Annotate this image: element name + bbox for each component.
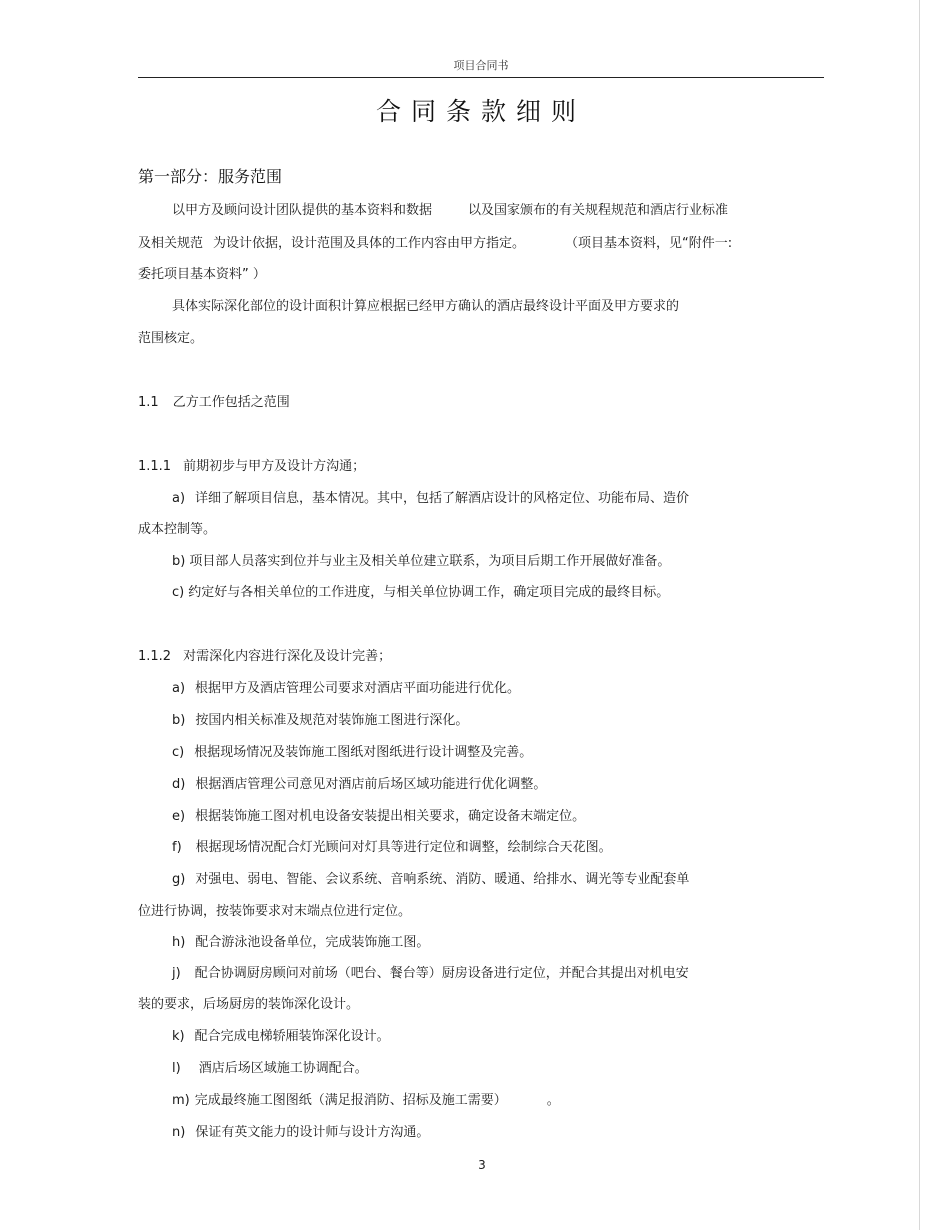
page-edge	[919, 0, 920, 1230]
intro-text: （项目基本资料，见“附件一:	[565, 236, 733, 251]
subsection-1-1-2	[138, 645, 391, 664]
subsection-1-1	[138, 391, 290, 410]
subsection-number: 1.1.1	[138, 459, 172, 474]
list-item	[172, 962, 689, 981]
item-label: a)	[172, 681, 186, 696]
item-text: 按国内相关标准及规范对装饰施工图进行深化。	[195, 713, 469, 728]
header-rule	[138, 77, 824, 78]
list-item	[172, 487, 689, 506]
item-label: h)	[172, 935, 186, 950]
list-item	[172, 868, 689, 887]
item-text: 根据甲方及酒店管理公司要求对酒店平面功能进行优化。	[195, 681, 521, 696]
list-item	[172, 1025, 390, 1044]
list-item	[172, 581, 669, 600]
item-text: 对强电、弱电、智能、会议系统、音响系统、消防、暖通、给排水、调光等专业配套单	[195, 872, 690, 887]
subsection-number: 1.1	[138, 395, 159, 410]
item-text: 项目部人员落实到位并与业主及相关单位建立联系，为项目后期工作开展做好准备。	[189, 554, 671, 569]
subsection-1-1-1	[138, 455, 365, 474]
page-number: 3	[478, 1158, 486, 1172]
list-item	[172, 1089, 560, 1108]
item-text: 酒店后场区域施工协调配合。	[198, 1061, 368, 1076]
item-text: 根据装饰施工图对机电设备安装提出相关要求，确定设备末端定位。	[195, 809, 586, 824]
item-label: a)	[172, 491, 186, 506]
subsection-number: 1.1.2	[138, 649, 172, 664]
item-label: j)	[172, 966, 181, 981]
subsection-title: 乙方工作包括之范围	[172, 395, 290, 410]
list-item	[172, 836, 612, 855]
list-item-continuation: 成本控制等。	[138, 522, 217, 537]
item-text: 详细了解项目信息，基本情况。其中，包括了解酒店设计的风格定位、功能布局、造价	[195, 491, 690, 506]
item-text: 配合协调厨房顾问对前场（吧台、餐台等）厨房设备进行定位，并配合其提出对机电安	[194, 966, 689, 981]
item-label: g)	[172, 872, 186, 887]
item-label: m)	[172, 1093, 190, 1108]
list-item	[172, 1121, 429, 1140]
intro-p2-line1: 具体实际深化部位的设计面积计算应根据已经甲方确认的酒店最终设计平面及甲方要求的	[172, 299, 680, 314]
item-text: 配合游泳池设备单位，完成装饰施工图。	[195, 935, 430, 950]
item-text: 约定好与各相关单位的工作进度，与相关单位协调工作，确定项目完成的最终目标。	[188, 585, 670, 600]
subsection-title: 对需深化内容进行深化及设计完善；	[183, 649, 392, 664]
list-item	[172, 805, 585, 824]
intro-p1-line3: 委托项目基本资料” ）	[138, 267, 266, 282]
intro-text: 及相关规范	[138, 236, 204, 251]
intro-text: 以甲方及顾问设计团队提供的基本资料和数据	[172, 203, 433, 218]
item-label: b)	[172, 554, 186, 569]
item-label: f)	[172, 840, 182, 855]
item-text: 根据酒店管理公司意见对酒店前后场区域功能进行优化调整。	[195, 777, 547, 792]
item-tail: 。	[546, 1093, 560, 1108]
document-title: 合同条款细则	[375, 97, 586, 126]
item-text: 根据现场情况及装饰施工图纸对图纸进行设计调整及完善。	[194, 745, 533, 760]
intro-text: 以及国家颁布的有关规程规范和酒店行业标准	[468, 203, 729, 218]
item-label: e)	[172, 809, 186, 824]
list-item	[172, 773, 546, 792]
intro-p1-line1	[172, 199, 728, 218]
item-label: k)	[172, 1029, 185, 1044]
item-text: 配合完成电梯轿厢装饰深化设计。	[194, 1029, 390, 1044]
item-text: 根据现场情况配合灯光顾问对灯具等进行定位和调整，绘制综合天花图。	[195, 840, 612, 855]
running-header: 项目合同书	[453, 59, 509, 72]
list-item	[172, 550, 670, 569]
item-label: l)	[172, 1061, 181, 1076]
item-text: 完成最终施工图图纸（满足报消防、招标及施工需要）	[194, 1093, 507, 1108]
item-label: b)	[172, 713, 186, 728]
item-label: c)	[172, 745, 185, 760]
list-item	[172, 931, 429, 950]
list-item	[172, 709, 468, 728]
item-label: d)	[172, 777, 186, 792]
list-item	[172, 1057, 368, 1076]
subsection-title: 前期初步与甲方及设计方沟通；	[183, 459, 366, 474]
list-item-continuation: 装的要求，后场厨房的装饰深化设计。	[138, 997, 360, 1012]
intro-text: 为设计依据，设计范围及具体的工作内容由甲方指定。	[213, 236, 526, 251]
item-label: c)	[172, 585, 185, 600]
section-heading: 第一部分：服务范围	[138, 167, 283, 186]
list-item	[172, 677, 520, 696]
list-item-continuation: 位进行协调，按装饰要求对末端点位进行定位。	[138, 904, 412, 919]
item-label: n)	[172, 1125, 186, 1140]
intro-p1-line2	[138, 232, 732, 251]
intro-p2-line2: 范围核定。	[138, 331, 204, 346]
item-text: 保证有英文能力的设计师与设计方沟通。	[195, 1125, 430, 1140]
list-item	[172, 741, 532, 760]
